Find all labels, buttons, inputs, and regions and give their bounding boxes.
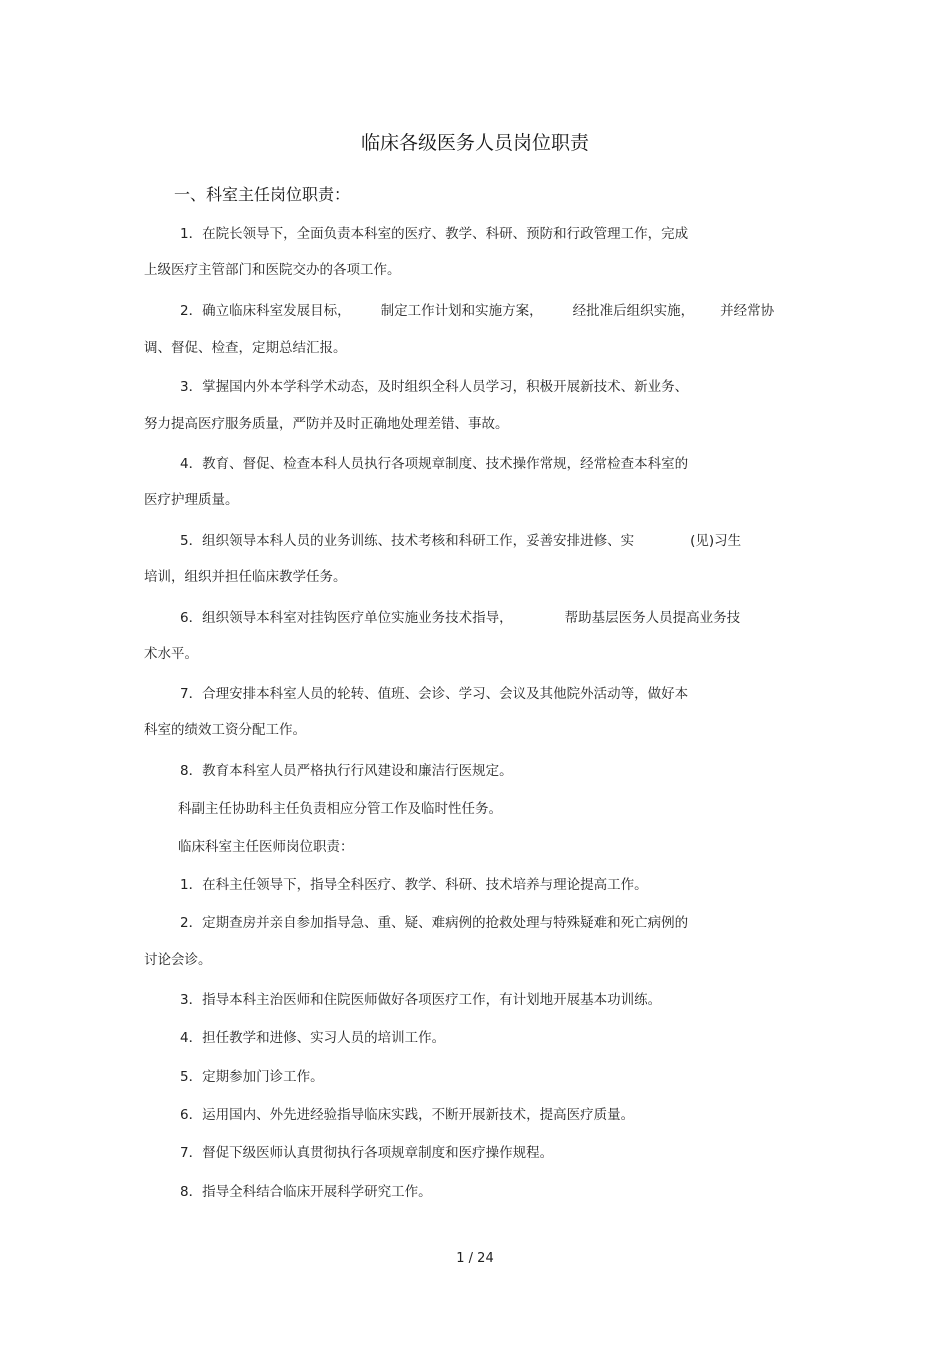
duty-item-1-line-2: 上级医疗主管部门和医院交办的各项工作。: [144, 262, 401, 278]
duty-item-2-part-a: 2．确立临床科室发展目标，: [180, 303, 351, 319]
duty-item-5-part-a: 5．组织领导本科人员的业务训练、技术考核和科研工作，妥善安排进修、实: [180, 533, 635, 549]
duty-item-5-line-2: 培训，组织并担任临床教学任务。: [144, 569, 347, 585]
chief-item-2-line-1: 2．定期查房并亲自参加指导急、重、疑、难病例的抢救处理与特殊疑难和死亡病例的: [180, 915, 689, 931]
duty-item-7-line-1: 7．合理安排本科室人员的轮转、值班、会诊、学习、会议及其他院外活动等，做好本: [180, 686, 689, 702]
chief-item-4: 4．担任教学和进修、实习人员的培训工作。: [180, 1030, 446, 1046]
duty-item-6-line-1: [180, 608, 740, 628]
chief-item-8: 8．指导全科结合临床开展科学研究工作。: [180, 1184, 432, 1200]
duty-item-5-line-1: [180, 531, 741, 551]
section-heading-director: 一、科室主任岗位职责：: [174, 185, 351, 204]
duty-item-7-line-2: 科室的绩效工资分配工作。: [144, 722, 306, 738]
chief-item-2-line-2: 讨论会诊。: [144, 952, 212, 968]
duty-item-6-line-2: 术水平。: [144, 646, 198, 662]
duty-item-2-line-1: [180, 301, 774, 321]
page-indicator: 1 / 24: [456, 1251, 494, 1266]
duty-item-1-line-1: 1．在院长领导下，全面负责本科室的医疗、教学、科研、预防和行政管理工作，完成: [180, 226, 689, 242]
chief-item-5: 5．定期参加门诊工作。: [180, 1069, 324, 1085]
chief-item-3: 3．指导本科主治医师和住院医师做好各项医疗工作，有计划地开展基本功训练。: [180, 992, 662, 1008]
duty-item-6-part-b: 帮助基层医务人员提高业务技: [564, 610, 741, 626]
duty-item-2-part-c: 经批准后组织实施，: [572, 303, 695, 319]
duty-item-2-line-2: 调、督促、检查，定期总结汇报。: [144, 340, 347, 356]
duty-item-5-part-b: (见)习生: [690, 533, 742, 549]
duty-item-2-part-b: 制定工作计划和实施方案，: [380, 303, 543, 319]
duty-item-8-line-1: 8．教育本科室人员严格执行行风建设和廉洁行医规定。: [180, 763, 513, 779]
duty-item-3-line-2: 努力提高医疗服务质量，严防并及时正确地处理差错、事故。: [144, 416, 509, 432]
duty-item-2-part-d: 并经常协: [720, 303, 775, 319]
chief-item-7: 7．督促下级医师认真贯彻执行各项规章制度和医疗操作规程。: [180, 1145, 554, 1161]
duty-item-4-line-2: 医疗护理质量。: [144, 492, 239, 508]
document-title: 临床各级医务人员岗位职责: [360, 132, 589, 154]
chief-item-1: 1．在科主任领导下，指导全科医疗、教学、科研、技术培养与理论提高工作。: [180, 877, 648, 893]
duty-item-3-line-1: 3．掌握国内外本学科学术动态，及时组织全科人员学习，积极开展新技术、新业务、: [180, 379, 689, 395]
duty-item-6-part-a: 6．组织领导本科室对挂钩医疗单位实施业务技术指导，: [180, 610, 513, 626]
duty-item-4-line-1: 4．教育、督促、检查本科人员执行各项规章制度、技术操作常规，经常检查本科室的: [180, 456, 689, 472]
deputy-director-note: 科副主任协助科主任负责相应分管工作及临时性任务。: [178, 801, 502, 817]
chief-item-6: 6．运用国内、外先进经验指导临床实践，不断开展新技术，提高医疗质量。: [180, 1107, 635, 1123]
section-heading-chief-physician: 临床科室主任医师岗位职责：: [178, 839, 354, 855]
